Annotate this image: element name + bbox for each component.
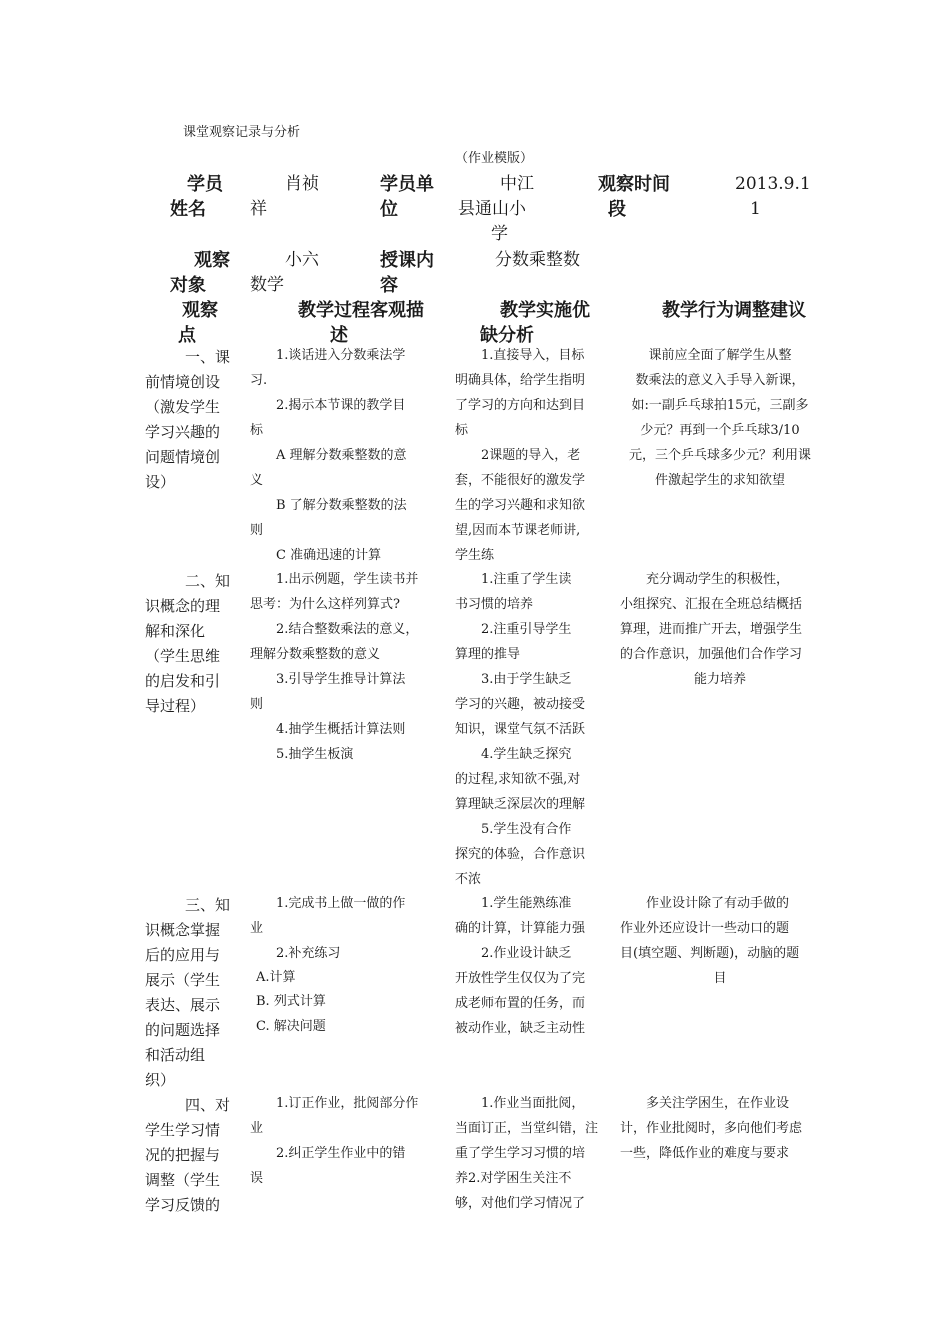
row2-process: 1.出示例题，学生读书并 思考：为什么这样列算式? 2.结合整数乘法的意义， 理解分数乘整数的意义 3.引导学生推导计算法 则 4.抽学生概括计算法则 5.抽学生板演 [250,572,419,762]
row1-analysis: 1.直接导入，目标 明确具体，给学生指明 了学习的方向和达到目 标 2课题的导入，老 套，不能很好的激发学 生的学习兴趣和求知欲 望,因而本节课老师讲, 学生练 [455,348,586,563]
document-title: 课堂观察记录与分析 [183,125,301,140]
object-label: 观察 对象 [170,250,230,296]
row1-advice: 课前应全面了解学生从整 数乘法的意义入手导入新课， 如:一副乒乓球拍15元，三副多 少元？再到一个乒乓球3/10 元，三个乒乓球多少元？利用课 件激起学生的求知欲望 [628,348,811,488]
row4-process: 1.订正作业，批阅部分作 业 2.纠正学生作业中的错 误 [250,1096,419,1186]
row1-point: 一、课 前情境创设 （激发学生 学习兴趣的 问题情境创 设） [145,348,231,491]
header-observation-point: 观察 点 [178,300,218,346]
header-process: 教学过程客观描 述 [298,300,424,346]
row2-advice: 充分调动学生的积极性， 小组探究、汇报在全班总结概括 算理，进而推广开去，增强学生 的合作意识，加强他们合作学习 能力培养 [620,572,803,687]
row4-analysis: 1.作业当面批阅， 当面订正，当堂纠错，注 重了学生学习习惯的培 养2.对学困生关注不 够，对他们学习情况了 [455,1096,599,1211]
row2-analysis: 1.注重了学生读 书习惯的培养 2.注重引导学生 算理的推导 3.由于学生缺乏 学习的兴趣，被动接受 知识，课堂气氛不活跃 4.学生缺乏探究 的过程,求知欲不强,对 算理缺乏深层次的理解 5.学生没有合作 探究的体验，合作意识 不浓 [455,572,586,887]
row3-point: 三、知 识概念掌握 后的应用与 展示（学生 表达、展示 的问题选择 和活动组 织） [145,896,231,1089]
unit-label: 学员单 位 [380,174,434,220]
row4-point: 四、对 学生学习情 况的把握与 调整（学生 学习反馈的 [145,1096,231,1214]
row1-process: 1.谈话进入分数乘法学 习. 2.揭示本节课的教学目 标 A 理解分数乘整数的意 义 B 了解分数乘整数的法 则 C 准确迅速的计算 [250,348,407,563]
document-subtitle: （作业模版） [455,151,534,166]
unit-value: 中江 县通山小 学 [458,174,534,244]
row3-advice: 作业设计除了有动手做的 作业外还应设计一些动口的题 目(填空题、判断题)，动脑的题 目 [620,896,800,986]
time-label: 观察时间 段 [598,174,670,220]
name-value: 肖祯 祥 [250,174,319,219]
row2-point: 二、知 识概念的理 解和深化 （学生思维 的启发和引 导过程） [145,572,231,715]
header-advice: 教学行为调整建议 [662,300,806,321]
time-value: 2013.9.1 1 [735,174,811,219]
row3-process: 1.完成书上做一做的作 业 2.补充练习 A.计算 B. 列式计算 C. 解决问题 [250,896,406,1034]
row4-advice: 多关注学困生，在作业设 计，作业批阅时，多向他们考虑 一些，降低作业的难度与要求 [620,1096,803,1161]
name-label: 学员 姓名 [170,174,223,220]
object-value: 小六 数学 [250,250,319,295]
row3-analysis: 1.学生能熟练准 确的计算，计算能力强 2.作业设计缺乏 开放性学生仅仅为了完 成老师布置的任务，而 被动作业，缺乏主动性 [455,896,586,1036]
content-label: 授课内 容 [380,250,434,296]
header-analysis: 教学实施优 缺分析 [480,300,590,346]
content-value: 分数乘整数 [495,250,580,270]
